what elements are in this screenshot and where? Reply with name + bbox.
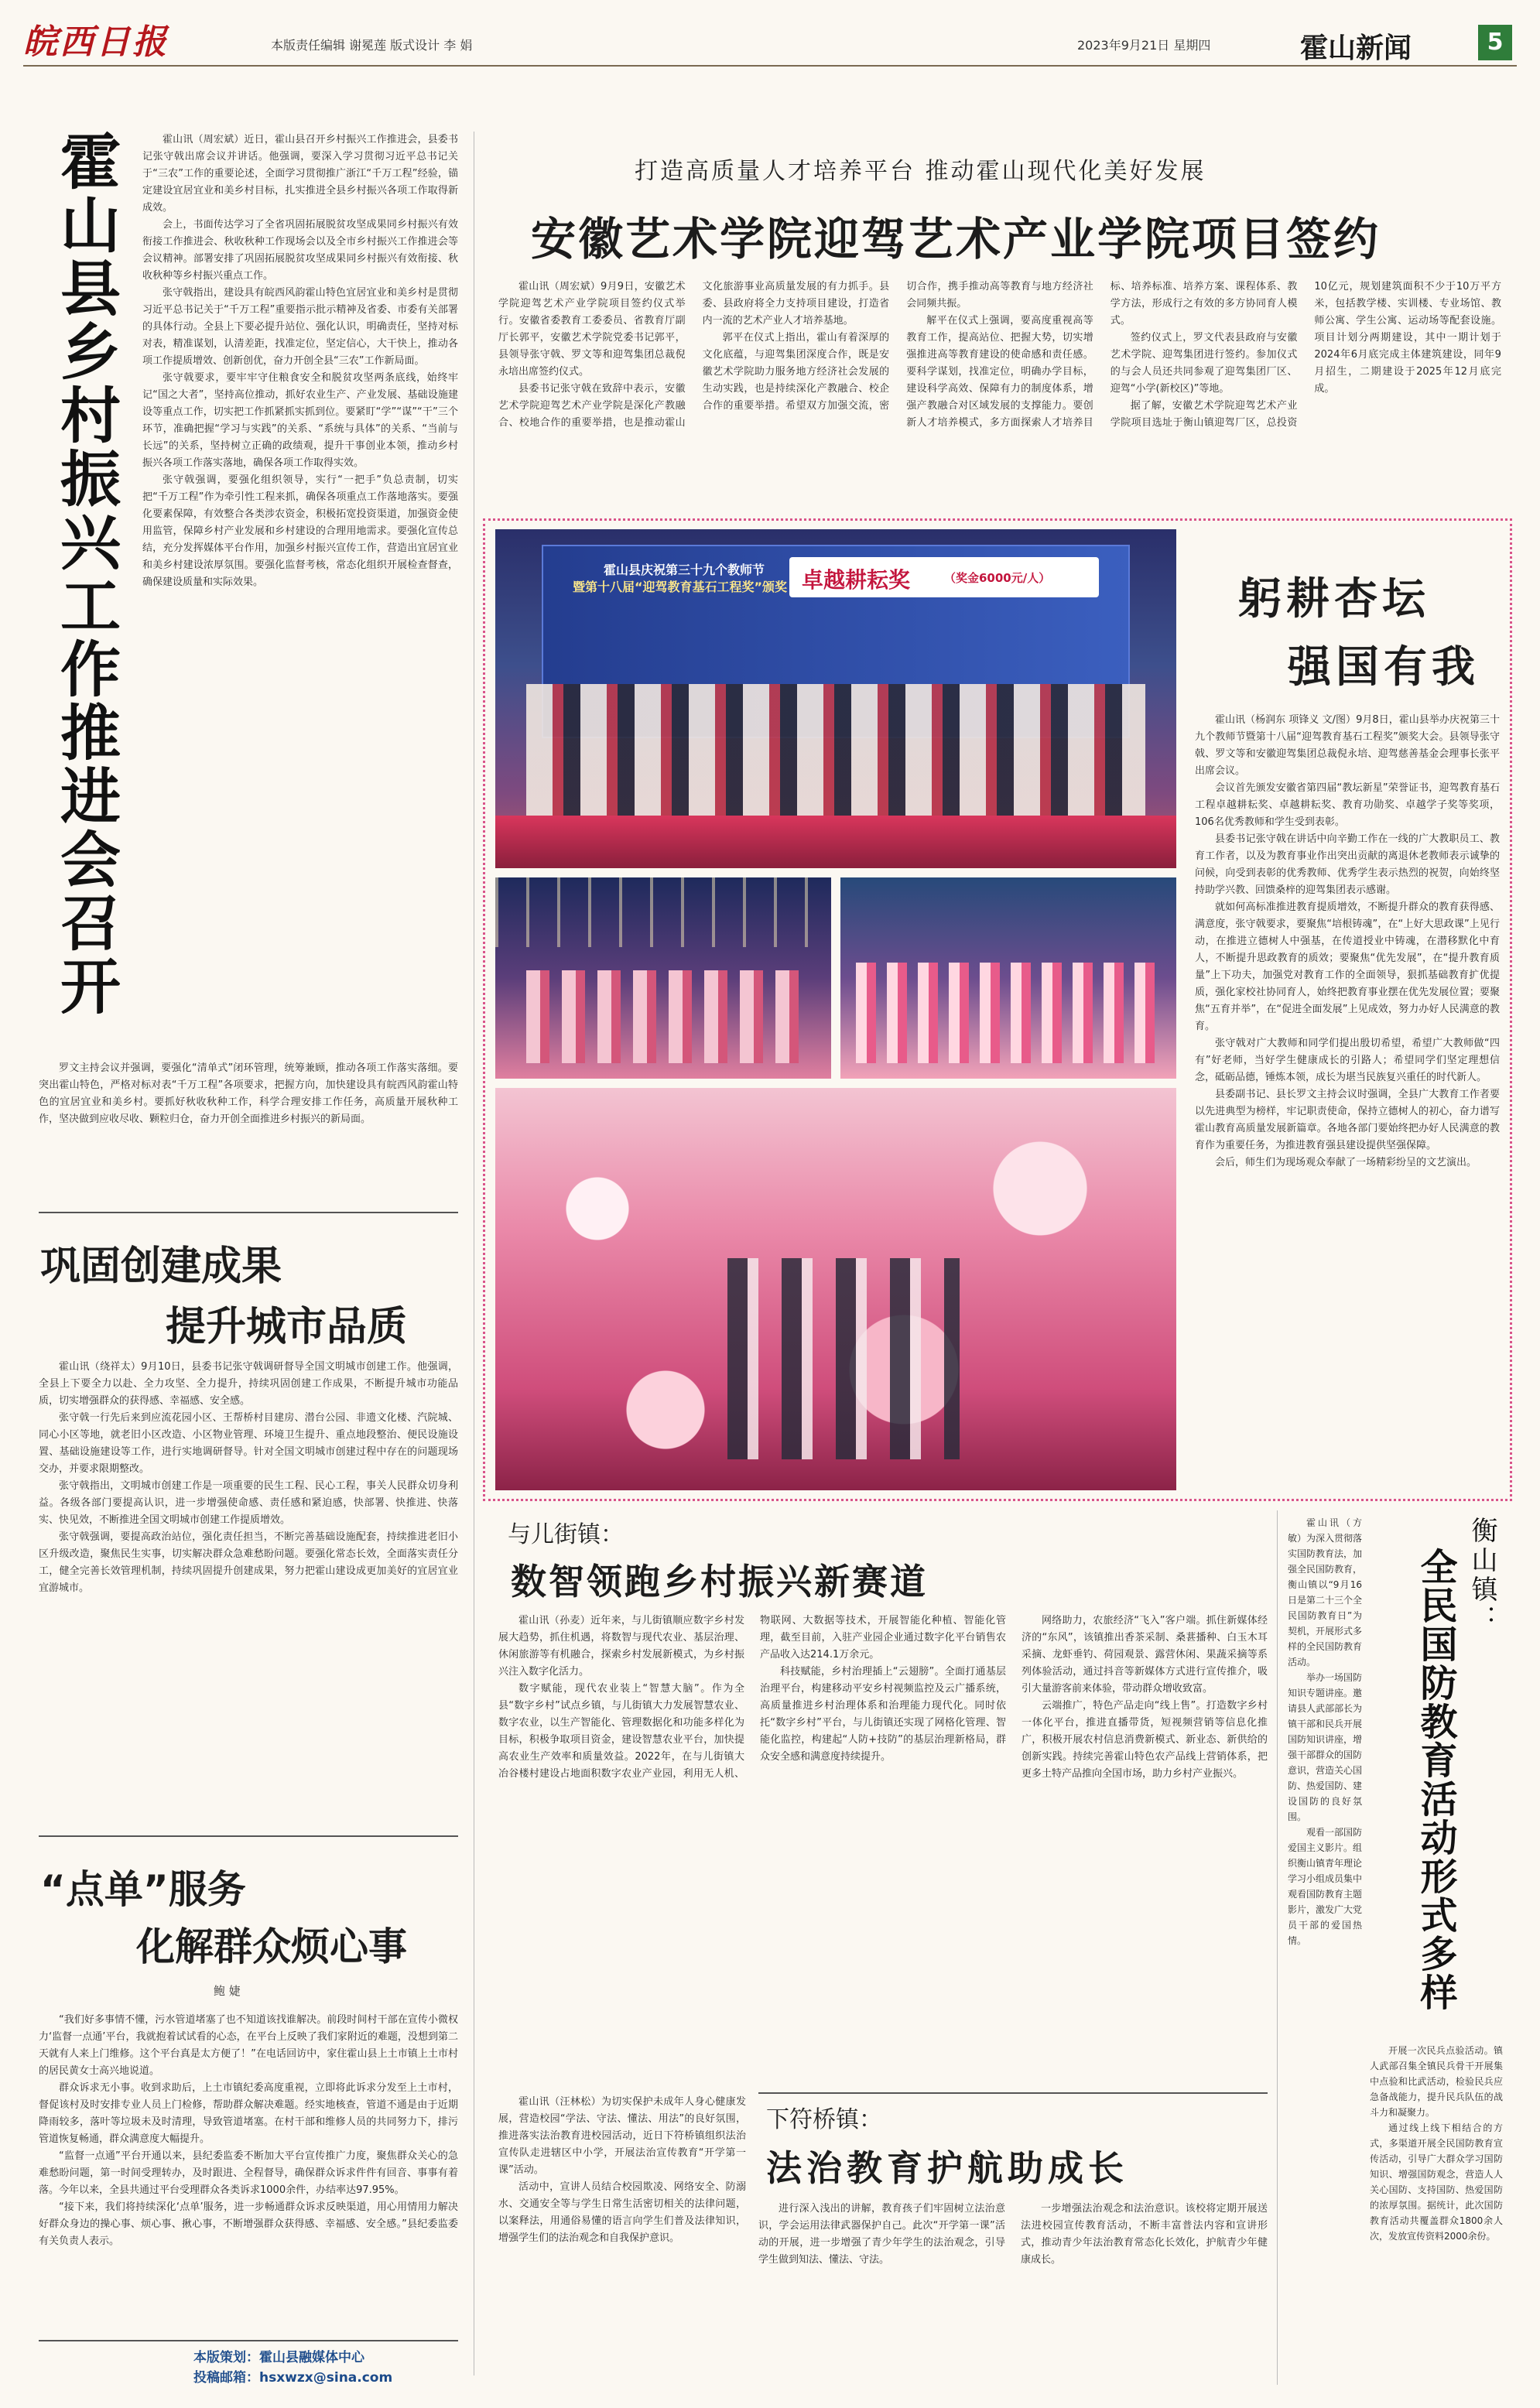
city-article-body: 霍山讯（绕祥太）9月10日，县委书记张守戟调研督导全国文明城市创建工作。他强调，全县上下要全力以赴、全力攻坚、全力提升，持续巩固创建工作成果，不断提升城市功能品质，切实增强群众的获得感、幸福感、安全感。 张守戟一行先后来到应流花园小区、王帮桥村目建房、潜台公园、非遗文化楼、汽院城、同心小区等地，就老旧小区改造、小区物业管理、环境卫生提升、重点地段整治、便民设施设置、基础设施建设等工作，进行实地调研督导。针对全国文明城市创建过程中存在的问题现场交办，并要求限期整改。 张守戟指出，文明城市创建工作是一项重要的民生工程、民心工程，事关人民群众切身利益。各级各部门要提高认识，进一步增强使命感、责任感和紧迫感，快部署、快推进、快落实、快见效，不断推进全国文明城市创建工作提质增效。 张守戟强调，要提高政治站位，强化责任担当，不断完善基础设施配套，持续推进老旧小区升级改造，聚焦民生实事，切实解决群众急难愁盼问题。要强化常态长效，全面落实责任分工，健全完善长效管理机制，持续巩固提升创建成果，努力把霍山建设成更加美好的宜居宜业宜游城市。 [39, 1361, 458, 1594]
art-article-kicker: 打造高质量人才培养平台 推动霍山现代化美好发展 [635, 158, 1206, 185]
xiafu-article-body-left: 霍山讯（汪林松）为切实保护未成年人身心健康发展，营造校园“学法、守法、懂法、用法”的良好氛围，推进落实法治教育进校园活动，近日下符桥镇组织法治宣传队走进辖区中小学，开展法治宣传教育“开学第一课”活动。 活动中，宣讲人员结合校园欺凌、网络安全、防溺水、交通安全等与学生日常生活密切相关的法律问题，以案释法，用通俗易懂的语言向学生们普及法律知识，增强学生们的法治观念和自我保护意识。 [498, 2096, 746, 2244]
stage-banner-line1: 霍山县庆祝第三十九个教师节 [604, 563, 765, 577]
section-title: 霍山新闻 [1300, 32, 1412, 64]
dandian-article-body: “我们好多事情不懂，污水管道堵塞了也不知道该找谁解决。前段时间村干部在宣传小微权力‘监督一点通’平台，我就抱着试试看的心态，在平台上反映了我们家附近的难题，没想到第二天就有人来上门维修。这个平台真是太方便了！”在电话回访中，家住霍山县上土市镇上土市村的居民黄女士高兴地说道。 群众诉求无小事。收到求助后，上土市镇纪委高度重视，立即将此诉求分发至上土市村，督促该村及时安排专业人员上门检修，帮助群众解决难题。经实地核查，管道不通是由于近期降雨较多，落叶等垃圾未及时清理，导致管道堵塞。在村干部和维修人员的共同努力下，排污管道恢复畅通，群众满意度大幅提升。 “监督一点通”平台开通以来，县纪委监委不断加大平台宣传推广力度，聚焦群众关心的急难愁盼问题，第一时间受理转办，及时跟进、全程督导，确保群众诉求件件有回音、事事有着落。今年以来，全县共通过平台受理群众各类诉求1000余件，办结率达97.95%。 “接下来，我们将持续深化‘点单’服务，进一步畅通群众诉求反映渠道，用心用情用力解决好群众身边的操心事、烦心事、揪心事，不断增强群众获得感、幸福感、安全感。”县纪委监委有关负责人表示。 [39, 2014, 458, 2247]
xiafu-article-body-right: 进行深入浅出的讲解，教育孩子们牢固树立法治意识，学会运用法律武器保护自己。此次“开学第一课”活动的开展，进一步增强了青少年学生的法治观念，引导学生做到知法、懂法、守法。 一步增强法治观念和法治意识。该校将定期开展送法进校园宣传教育活动，不断丰富普法内容和宣讲形式，推动青少年法治教育常态化长效化，护航青少年健康成长。 [758, 2203, 1268, 2266]
xiafu-article-kicker: 下符桥镇： [766, 2106, 882, 2133]
teacher-article-body: 霍山讯（杨润东 项锋义 文/图）9月8日，霍山县举办庆祝第三十九个教师节暨第十八届“迎驾教育基石工程奖”颁奖大会。县领导张守戟、罗文等和安徽迎驾集团总裁倪永培、迎驾慈善基金会理事长张平出席会议。 会议首先颁发安徽省第四届“教坛新星”荣誉证书，迎驾教育基石工程卓越耕耘奖、卓越耕耘奖、教育功勋奖、卓越学子奖等奖项，106名优秀教师和学生受到表彰。 县委书记张守戟在讲话中向辛勤工作在一线的广大教职员工、教育工作者，以及为教育事业作出突出贡献的离退休老教师表示诚挚的问候，向受到表彰的优秀教师、优秀学生表示热烈的祝贺，向始终坚持助学兴教、回馈桑梓的迎驾集团表示感谢。 就如何高标准推进教育提质增效，不断提升群众的教育获得感、满意度，张守戟要求，要聚焦“培根铸魂”，在“上好大思政课”上见行动，在推进立德树人中强基，在传道授业中铸魂，在潜移默化中育人，不断提升思政教育的质效；要聚焦“优先发展”，在“提升教育质量”上下功夫，加强党对教育工作的全面领导，狠抓基础教育扩优提质，强化家校社协同育人，始终把教育事业摆在优先发展位置；要聚焦“五育并举”，在“促进全面发展”上见成效，努力办好人民满意的教育。 张守戟对广大教师和同学们提出殷切希望，希望广大教师做“四有”好老师，当好学生健康成长的引路人；希望同学们坚定理想信念，砥砺品德，锤炼本领，成长为堪当民族复兴重任的时代新人。 县委副书记、县长罗文主持会议时强调，全县广大教育工作者要以先进典型为榜样，牢记职责使命，保持立德树人的初心，奋力谱写霍山教育高质量发展新篇章。各地各部门要始终把办好人民满意的教育作为重要任务，为推进教育强县建设提供坚强保障。 会后，师生们为现场观众奉献了一场精彩纷呈的文艺演出。 [1195, 714, 1500, 1168]
stage-banner-line2: 暨第十八届“迎驾教育基石工程奖”颁奖 [573, 580, 788, 594]
teacher-article-title-2: 强国有我 [1288, 642, 1480, 693]
divider [39, 1212, 458, 1213]
award-amount: （奖金6000元/人） [944, 571, 1051, 585]
dandian-article-title-2: 化解群众烦心事 [136, 1924, 407, 1969]
performance-photo-wide [495, 1088, 1176, 1490]
hengshan-article-body-a: 霍山讯（方敏）为深入贯彻落实国防教育法，加强全民国防教育，衡山镇以“9月16日是第二十三个全民国防教育日”为契机，开展形式多样的全民国防教育活动。 举办一场国防知识专题讲座。邀请县人武部部长为镇干部和民兵开展国防知识讲座，增强干部群众的国防意识，营造关心国防、热爱国防、建设国防的良好氛围。 观看一部国防爱国主义影片。组织衡山镇青年理论学习小组成员集中观看国防教育主题影片，激发广大党员干部的爱国热情。 [1288, 1517, 1362, 1946]
yuer-article-body: 霍山讯（孙麦）近年来，与儿街镇顺应数字乡村发展大趋势，抓住机遇，将数智与现代农业、基层治理、休闲旅游等有机融合，探索乡村发展新模式，为乡村振兴注入数字化活力。 数字赋能，现代农业装上“智慧大脑”。作为全县“数字乡村”试点乡镇，与儿街镇大力发展智慧农业、数字农业，以生产智能化、管理数据化和功能多样化为目标，积极争取项目资金，建设智慧农业平台，加快提高农业生产效率和质量效益。2022年，在与儿街镇大冶谷楼村建设占地面积数字农业产业园，利用无人机、物联网、大数据等技术，开展智能化种植、智能化管理，截至目前，入驻产业园企业通过数字化平台销售农产品收入达214.1万余元。 科技赋能，乡村治理插上“云翅膀”。全面打通基层治理平台，构建移动平安乡村视频监控及云广播系统，高质量推进乡村治理体系和治理能力现代化。同时依托“数字乡村”平台，与儿街镇还实现了网格化管理、智能化监控，构建起“人防+技防”的基层治理新格局，群众安全感和满意度持续提升。 网络助力，农旅经济“飞入”客户端。抓住新媒体经济的“东风”，该镇推出香茶采制、桑葚播种、白玉木耳采摘、龙虾垂钓、荷园观景、露营休闲、果蔬采摘等系列体验活动，通过抖音等新媒体方式进行宣传推介，吸引大量游客前来体验，带动群众增收致富。 云端推广，特色产品走向“线上售”。打造数字乡村一体化平台，推进直播带货，短视频营销等信息化推广，积极开展农村信息消费新模式、新业态、新供给的创新实践。持续完善霍山特色农产品线上营销体系，把更多土特产品推向全国市场，助力乡村产业振兴。 [498, 1615, 1268, 1780]
award-stage-photo [495, 529, 1176, 868]
hengshan-article-title: 全民国防教育活动形式多样 [1414, 1548, 1457, 2012]
hengshan-article-body-b: 开展一次民兵点验活动。镇人武部召集全镇民兵骨干开展集中点验和比武活动，检验民兵应急备战能力，提升民兵队伍的战斗力和凝聚力。 通过线上线下相结合的方式，多渠道开展全民国防教育宣传活动，引导广大群众学习国防知识、增强国防观念，营造人人关心国防、支持国防、热爱国防的浓厚氛围。据统计，此次国防教育活动共覆盖群众1800余人次，发放宣传资料2000余份。 [1370, 2045, 1503, 2242]
page-credits: 本版责任编辑 谢冕莲 版式设计 李 娟 [271, 38, 473, 53]
city-article-title-1: 巩固创建成果 [40, 1243, 282, 1290]
page-number-badge: 5 [1478, 25, 1512, 60]
dandian-article-title-1: “点单”服务 [40, 1867, 246, 1912]
yuer-article-title: 数智领跑乡村振兴新赛道 [511, 1561, 928, 1602]
dancers [856, 963, 1161, 1063]
xiafu-article-title: 法治教育护航助成长 [766, 2147, 1128, 2189]
teacher-article-title-1: 躬耕杏坛 [1238, 574, 1430, 624]
art-article-title: 安徽艺术学院迎驾艺术产业学院项目签约 [531, 213, 1381, 265]
performers [727, 1258, 960, 1459]
issue-date: 2023年9月21日 星期四 [1077, 38, 1211, 53]
rural-article-title: 霍山县乡村振兴工作推进会召开 [50, 130, 120, 1018]
dandian-byline: 鲍 婕 [214, 1984, 241, 1998]
footer-planning: 本版策划：霍山县融媒体中心 [193, 2350, 364, 2365]
yuer-article-kicker: 与儿街镇： [508, 1521, 624, 1548]
performance-photo-left [495, 877, 831, 1079]
dancers [526, 970, 805, 1063]
divider [39, 1835, 458, 1837]
stage-floor [495, 816, 1176, 868]
award-name: 卓越耕耘奖 [802, 567, 911, 593]
newspaper-masthead: 皖西日报 [23, 22, 169, 62]
column-rule [1277, 1510, 1278, 2385]
footer-email: 投稿邮箱：hsxwzx@sina.com [193, 2370, 393, 2386]
page-header [23, 22, 1517, 67]
rural-article-body: 霍山讯（周宏斌）近日，霍山县召开乡村振兴工作推进会，县委书记张守戟出席会议并讲话。他强调，要深入学习贯彻习近平总书记关于“三农”工作的重要论述，全面学习贯彻推广浙江“千万工程”经验，锚定建设宜居宜业和美乡村目标，扎实推进全县乡村振兴各项工作取得新成效。 会上，书面传达学习了全省巩固拓展脱贫攻坚成果同乡村振兴有效衔接工作推进会、秋收秋种工作现场会以及全市乡村振兴工作推进会等会议精神。部署安排了巩固拓展脱贫攻坚成果同乡村振兴有效衔接、秋收秋种等乡村振兴重点工作。 张守戟指出，建设具有皖西风韵霍山特色宜居宜业和美乡村是贯彻习近平总书记关于“千万工程”重要指示批示精神及省委、市委有关部署的具体行动。全县上下要必提升站位、强化认识，明确责任，坚持对标对表，精准谋划，认清差距，找准定位，坚定信心，大干快上，推动各项工作提质增效、创新创优，奋力开创全县“三农”工作新局面。 张守戟要求，要牢牢守住粮食安全和脱贫攻坚两条底线，始终牢记“国之大者”，坚持高位推动，抓好农业生产、产业发展、基础设施建设等重点工作，切实把工作抓紧抓实抓到位。要紧盯“学”“谋”“干”三个环节，准确把握“学习与实践”的关系、“系统与具体”的关系、“当前与长远”的关系，坚持树立正确的政绩观，提升干事创业本领，推动乡村振兴各项工作落实落地，确保各项工作取得实效。 张守戟强调，要强化组织领导，实行“一把手”负总责制，切实把“千万工程”作为牵引性工程来抓，确保各项重点工作落地落实。要强化要素保障，有效整合各类涉农资金，积极拓宽投资渠道，加强资金使用监管，保障乡村产业发展和乡村建设的合理用地需求。要强化宣传总结，充分发挥媒体平台作用，加强乡村振兴宣传工作，营造出宜居宜业和美乡村建设浓厚氛围。要强化监督考核，常态化组织开展检查督查，确保建设质量和实际效果。 [142, 134, 458, 588]
performance-photo-right [840, 877, 1176, 1079]
divider [758, 2092, 1268, 2094]
page-footer [39, 2340, 458, 2385]
stage-lights [495, 877, 831, 947]
award-recipients-row [526, 684, 1145, 816]
hengshan-article-kicker: 衡山镇： [1466, 1517, 1497, 1634]
city-article-title-2: 提升城市品质 [166, 1304, 408, 1350]
award-name-panel [789, 557, 1099, 597]
art-article-body: 霍山讯（周宏斌）9月9日，安徽艺术学院迎驾艺术产业学院项目签约仪式举行。安徽省委教育工委委员、省教育厅副厅长郭平，安徽艺术学院党委书记郭平，县领导张守戟、罗文等和迎驾集团总裁倪永培出席签约仪式。 县委书记张守戟在致辞中表示，安徽艺术学院迎驾艺术产业学院是深化产教融合、校地合作的重要举措，也是推动霍山文化旅游事业高质量发展的有力抓手。县委、县政府将全力支持项目建设，打造省内一流的艺术产业人才培养基地。 郭平在仪式上指出，霍山有着深厚的文化底蕴，与迎驾集团深度合作，既是安徽艺术学院助力服务地方经济社会发展的生动实践，也是持续深化产教融合、校企合作的重要举措。希望双方加强交流，密切合作，携手推动高等教育与地方经济社会同频共振。 解平在仪式上强调，要高度重视高等教育工作，提高站位、把握大势，切实增强推进高等教育建设的使命感和责任感。要科学谋划，找准定位，明确办学目标，建设科学高效、保障有力的制度体系，增强产教融合对区域发展的支撑能力。要创新人才培养模式，多方面探索人才培养目标、培养标准、培养方案、课程体系、教学方法，形成行之有效的多方协同育人模式。 签约仪式上，罗文代表县政府与安徽艺术学院、迎驾集团进行签约。参加仪式的与会人员还共同参观了迎驾集团厂区、迎驾“小学(新校区)”等地。 据了解，安徽艺术学院迎驾艺术产业学院项目选址于衡山镇迎驾厂区，总投资10亿元，规划建筑面积不少于10万平方米，包括教学楼、实训楼、专业场馆、教师公寓、学生公寓、运动场等配套设施。项目计划分两期建设，其中一期计划于2024年6月底完成主体建筑建设，同年9月招生，二期建设于2025年12月底完成。 [498, 281, 1501, 429]
rural-article-body-end: 罗文主持会议并强调，要强化“清单式”闭环管理，统筹兼顾，推动各项工作落实落细。要突出霍山特色，严格对标对表“千万工程”各项要求，把握方向，加快建设具有皖西风韵霍山特色的宜居宜业和美乡村。要抓好秋收秋种工作，科学合理安排工作任务，高质量开展秋种工作，坚决做到应收尽收、颗粒归仓，奋力开创全面推进乡村振兴的新局面。 [39, 1062, 458, 1125]
